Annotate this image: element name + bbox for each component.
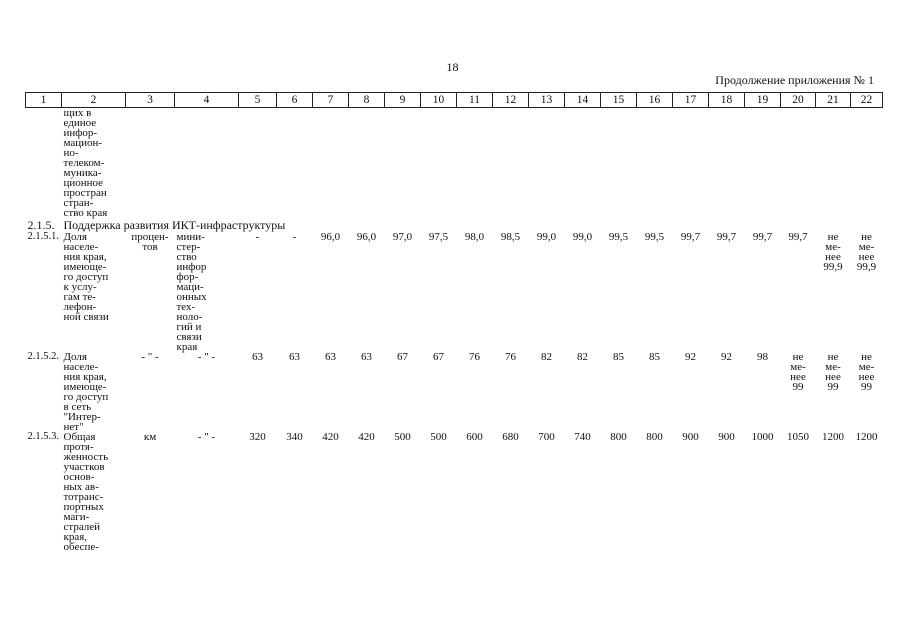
- value-cell: 82: [541, 351, 552, 363]
- table-row: [26, 432, 883, 552]
- col-header: 7: [313, 93, 349, 108]
- indicator-unit: - " -: [141, 351, 159, 363]
- col-header: 21: [816, 93, 851, 108]
- page-number: 18: [446, 60, 459, 74]
- value-cell: 63: [361, 351, 372, 363]
- indicator-code: 2.1.5.2.: [27, 351, 59, 362]
- value-cell: 98: [757, 351, 768, 363]
- value-cell: 900: [682, 431, 699, 443]
- col-header: 13: [529, 93, 565, 108]
- indicator-name: Доля населе- ния края, имеюще- го доступ к услу- гам те- лефон- ной связи: [63, 231, 109, 323]
- col-header: 16: [637, 93, 673, 108]
- indicator-unit: процен- тов: [131, 231, 169, 253]
- value-cell: не ме- нее 99: [825, 351, 841, 393]
- col-header: 18: [709, 93, 745, 108]
- col-header: 11: [457, 93, 493, 108]
- value-cell: 92: [685, 351, 696, 363]
- value-cell: 98,5: [500, 231, 521, 243]
- value-cell: 67: [397, 351, 408, 363]
- col-header: 6: [277, 93, 313, 108]
- value-cell: 63: [252, 351, 263, 363]
- col-header: 17: [673, 93, 709, 108]
- value-cell: 82: [577, 351, 588, 363]
- value-cell: 99,7: [788, 231, 808, 243]
- indicators-table: [25, 92, 883, 552]
- value-cell: не ме- нее 99,9: [856, 231, 877, 273]
- value-cell: 500: [394, 431, 411, 443]
- col-header: 19: [745, 93, 781, 108]
- value-cell: 96,0: [320, 231, 341, 243]
- indicator-unit: км: [143, 431, 157, 443]
- value-cell: 98,0: [464, 231, 485, 243]
- col-header: 10: [421, 93, 457, 108]
- value-cell: 76: [469, 351, 480, 363]
- value-cell: 67: [433, 351, 444, 363]
- value-cell: 1200: [855, 431, 878, 443]
- indicator-responsible: - " -: [197, 431, 216, 443]
- value-cell: 500: [430, 431, 447, 443]
- value-cell: 99,7: [716, 231, 737, 243]
- value-cell: 740: [574, 431, 591, 443]
- col-header: 22: [851, 93, 883, 108]
- value-cell: не ме- нее 99,9: [823, 231, 843, 273]
- value-cell: 680: [502, 431, 519, 443]
- value-cell: 99,5: [644, 231, 665, 243]
- value-cell: 320: [249, 431, 266, 443]
- indicator-responsible: мини- стер- ство инфор фор- маци- онных тех- ноло- гий и связи края: [176, 231, 207, 353]
- col-header: 2: [62, 93, 126, 108]
- value-cell: 92: [721, 351, 732, 363]
- table-row: [26, 352, 883, 432]
- col-header: 1: [26, 93, 62, 108]
- col-header: 14: [565, 93, 601, 108]
- col-header: 4: [175, 93, 239, 108]
- indicator-name: Общая протя- женность участков основ- ных ав- тотранс- портных маги- стралей края, обеспе-: [63, 431, 109, 553]
- value-cell: 63: [325, 351, 336, 363]
- value-cell: -: [255, 231, 260, 243]
- table-row: [26, 232, 883, 352]
- col-header: 20: [781, 93, 816, 108]
- value-cell: 99,0: [536, 231, 557, 243]
- section-title: Поддержка развития ИКТ-инфраструктуры: [63, 218, 286, 232]
- value-cell: 85: [649, 351, 660, 363]
- value-cell: 700: [538, 431, 555, 443]
- section-code: 2.1.5.: [27, 218, 55, 232]
- col-header: 15: [601, 93, 637, 108]
- value-cell: 99,7: [680, 231, 701, 243]
- value-cell: 1000: [751, 431, 774, 443]
- value-cell: 1050: [787, 431, 809, 443]
- value-cell: 85: [613, 351, 624, 363]
- value-cell: 340: [286, 431, 303, 443]
- carryover-row: [26, 108, 883, 219]
- col-header: 5: [239, 93, 277, 108]
- indicator-code: 2.1.5.1.: [27, 231, 59, 242]
- indicator-responsible: - " -: [197, 351, 216, 363]
- indicator-code: 2.1.5.3.: [27, 431, 59, 442]
- value-cell: 420: [322, 431, 339, 443]
- value-cell: 800: [610, 431, 627, 443]
- value-cell: не ме- нее 99: [790, 351, 806, 393]
- value-cell: 1200: [822, 431, 844, 443]
- value-cell: -: [292, 231, 297, 243]
- value-cell: 99,7: [752, 231, 773, 243]
- value-cell: 97,5: [428, 231, 449, 243]
- carryover-text: щих в единое инфор- мацион- но- телеком- муника- ционное простран стран- ство края: [63, 107, 108, 219]
- value-cell: 600: [466, 431, 483, 443]
- value-cell: 76: [505, 351, 516, 363]
- value-cell: 96,0: [356, 231, 377, 243]
- value-cell: 99,5: [608, 231, 629, 243]
- col-header: 9: [385, 93, 421, 108]
- indicator-name: Доля населе- ния края, имеюще- го доступ в сеть "Интер- нет": [63, 351, 109, 433]
- value-cell: 63: [289, 351, 300, 363]
- continuation-label: Продолжение приложения № 1: [715, 73, 874, 87]
- value-cell: не ме- нее 99: [858, 351, 875, 393]
- value-cell: 99,0: [572, 231, 593, 243]
- value-cell: 900: [718, 431, 735, 443]
- value-cell: 800: [646, 431, 663, 443]
- value-cell: 420: [358, 431, 375, 443]
- col-header: 8: [349, 93, 385, 108]
- column-number-row: [26, 93, 883, 108]
- col-header: 3: [126, 93, 175, 108]
- value-cell: 97,0: [392, 231, 413, 243]
- col-header: 12: [493, 93, 529, 108]
- section-row: [26, 218, 883, 232]
